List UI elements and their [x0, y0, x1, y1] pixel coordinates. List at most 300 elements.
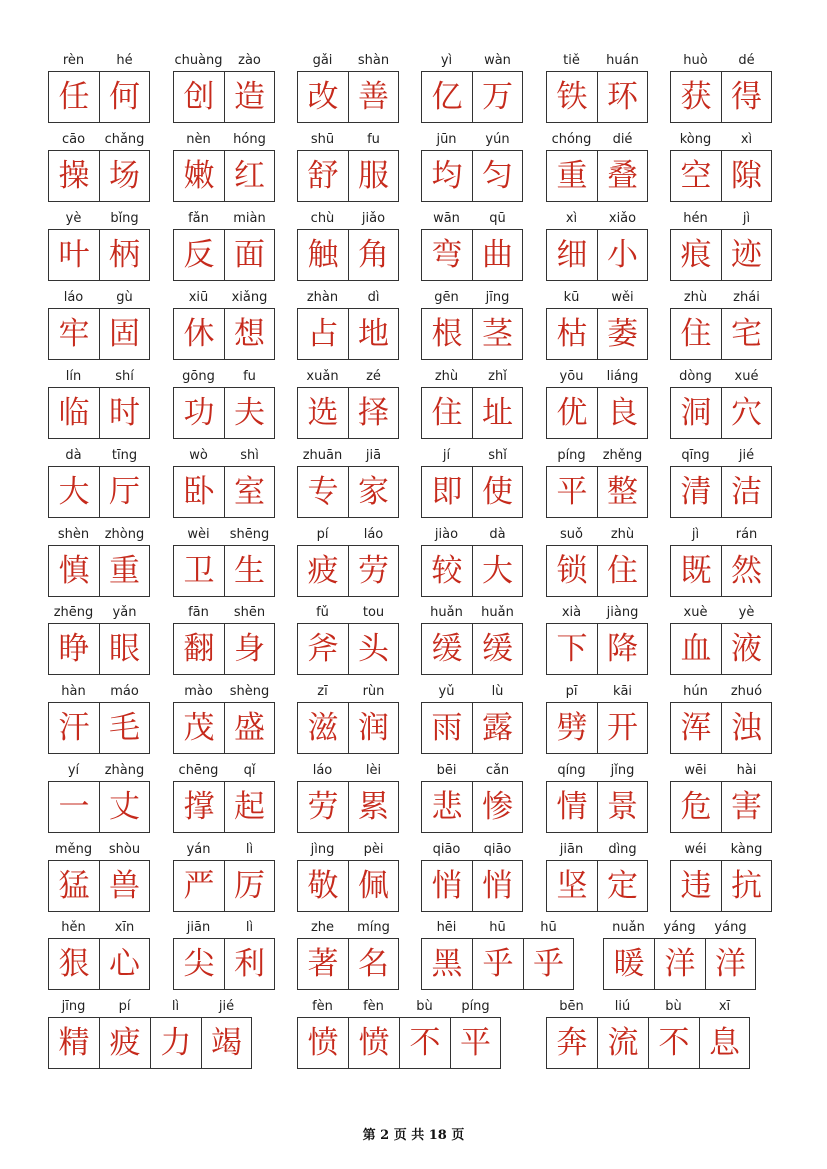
word-box	[173, 918, 275, 990]
hanzi-cell: 洁	[721, 466, 772, 518]
hanzi-cell: 缓	[472, 623, 523, 675]
word-box	[173, 761, 275, 833]
pinyin-label: píng	[557, 448, 586, 463]
word-box	[670, 682, 772, 754]
pinyin-label: hé	[116, 53, 133, 68]
hanzi-cell: 累	[348, 781, 399, 833]
hanzi-cell: 得	[721, 71, 772, 123]
pinyin-label: pí	[118, 999, 131, 1014]
pinyin-label: chóng	[551, 132, 592, 147]
hanzi-cell: 叶	[48, 229, 99, 281]
pinyin-label: hěn	[61, 920, 86, 935]
pinyin-label: hún	[683, 684, 708, 699]
word-box	[173, 367, 275, 439]
pinyin-label: yún	[485, 132, 510, 147]
hanzi-cell: 名	[348, 938, 399, 990]
hanzi-cell: 浑	[670, 702, 721, 754]
pinyin-label: bēi	[436, 763, 457, 778]
pinyin-label: yǎn	[112, 605, 137, 620]
pinyin-label: kòng	[679, 132, 712, 147]
hanzi-cell: 奔	[546, 1017, 597, 1069]
pinyin-label: láo	[63, 290, 84, 305]
word-box	[670, 209, 772, 281]
word-box	[297, 840, 399, 912]
pinyin-label: xiǎo	[608, 211, 637, 226]
hanzi-cell: 重	[99, 545, 150, 597]
hanzi-cell: 服	[348, 150, 399, 202]
word-box	[546, 840, 648, 912]
hanzi-cell: 牢	[48, 308, 99, 360]
pinyin-label: qíng	[557, 763, 586, 778]
word-box	[421, 51, 523, 123]
hanzi-cell: 尖	[173, 938, 224, 990]
pinyin-label: jiān	[559, 842, 584, 857]
pinyin-label: gù	[116, 290, 133, 305]
word-box	[173, 840, 275, 912]
pinyin-label: lù	[491, 684, 504, 699]
hanzi-cell: 场	[99, 150, 150, 202]
pinyin-label: huǎn	[481, 605, 514, 620]
page-footer: 第 2 页 共 18 页	[362, 1128, 465, 1143]
word-box	[48, 682, 150, 754]
hanzi-cell: 疲	[99, 1017, 150, 1069]
hanzi-cell: 均	[421, 150, 472, 202]
hanzi-cell: 息	[699, 1017, 750, 1069]
pinyin-label: rèn	[62, 53, 85, 68]
pinyin-label: chēng	[178, 763, 219, 778]
hanzi-cell: 危	[670, 781, 721, 833]
word-box	[546, 525, 648, 597]
pinyin-label: cǎn	[485, 763, 510, 778]
hanzi-cell: 穴	[721, 387, 772, 439]
word-box	[173, 446, 275, 518]
pinyin-label: láo	[363, 527, 384, 542]
pinyin-label: jiān	[186, 920, 211, 935]
pinyin-label: cāo	[61, 132, 86, 147]
hanzi-cell: 愤	[297, 1017, 348, 1069]
pinyin-label: hēi	[436, 920, 457, 935]
pinyin-label: yōu	[559, 369, 584, 384]
pinyin-label: máo	[110, 684, 139, 699]
hanzi-cell: 翻	[173, 623, 224, 675]
pinyin-label: lì	[245, 842, 254, 857]
hanzi-cell: 地	[348, 308, 399, 360]
hanzi-cell: 液	[721, 623, 772, 675]
pinyin-label: jí	[442, 448, 451, 463]
pinyin-label: lì	[245, 920, 254, 935]
hanzi-cell: 斧	[297, 623, 348, 675]
hanzi-cell: 址	[472, 387, 523, 439]
hanzi-cell: 面	[224, 229, 275, 281]
pinyin-label: jīng	[61, 999, 86, 1014]
hanzi-cell: 卧	[173, 466, 224, 518]
hanzi-cell: 洋	[654, 938, 705, 990]
pinyin-label: jié	[218, 999, 235, 1014]
pinyin-label: jì	[691, 527, 700, 542]
word-box	[421, 840, 523, 912]
hanzi-cell: 铁	[546, 71, 597, 123]
hanzi-cell: 浊	[721, 702, 772, 754]
hanzi-cell: 整	[597, 466, 648, 518]
word-box	[546, 682, 648, 754]
word-box	[546, 288, 648, 360]
hanzi-cell: 即	[421, 466, 472, 518]
word-box	[421, 130, 523, 202]
pinyin-label: chù	[310, 211, 335, 226]
pinyin-label: láo	[312, 763, 333, 778]
word-box	[670, 446, 772, 518]
pinyin-label: fǎn	[188, 211, 209, 226]
pinyin-label: hū	[540, 920, 557, 935]
pinyin-label: wēi	[684, 763, 707, 778]
pinyin-label: jǐng	[610, 763, 635, 778]
word-box	[48, 367, 150, 439]
pinyin-label: shàn	[357, 53, 390, 68]
hanzi-cell: 定	[597, 860, 648, 912]
pinyin-label: rùn	[362, 684, 385, 699]
hanzi-cell: 何	[99, 71, 150, 123]
pinyin-label: fǔ	[316, 605, 329, 620]
pinyin-label: bù	[665, 999, 682, 1014]
hanzi-cell: 生	[224, 545, 275, 597]
word-box	[173, 682, 275, 754]
hanzi-cell: 暖	[603, 938, 654, 990]
hanzi-cell: 力	[150, 1017, 201, 1069]
pinyin-label: zhuān	[302, 448, 343, 463]
hanzi-cell: 身	[224, 623, 275, 675]
pinyin-label: yè	[738, 605, 755, 620]
word-box	[421, 446, 523, 518]
hanzi-cell: 慎	[48, 545, 99, 597]
hanzi-cell: 迹	[721, 229, 772, 281]
pinyin-label: hén	[683, 211, 708, 226]
hanzi-cell: 宅	[721, 308, 772, 360]
hanzi-cell: 时	[99, 387, 150, 439]
pinyin-label: shì	[240, 448, 259, 463]
hanzi-cell: 竭	[201, 1017, 252, 1069]
pinyin-label: huò	[683, 53, 708, 68]
pinyin-label: kàng	[730, 842, 763, 857]
word-box	[173, 288, 275, 360]
pinyin-label: pí	[316, 527, 329, 542]
pinyin-label: kū	[563, 290, 580, 305]
pinyin-label: zhuó	[730, 684, 763, 699]
pinyin-label: dìng	[608, 842, 637, 857]
hanzi-cell: 洋	[705, 938, 756, 990]
hanzi-cell: 缓	[421, 623, 472, 675]
hanzi-cell: 精	[48, 1017, 99, 1069]
hanzi-cell: 厉	[224, 860, 275, 912]
pinyin-label: jiā	[365, 448, 382, 463]
pinyin-label: zhái	[733, 290, 760, 305]
hanzi-cell: 违	[670, 860, 721, 912]
pinyin-label: bù	[416, 999, 433, 1014]
pinyin-label: jiào	[434, 527, 459, 542]
hanzi-cell: 柄	[99, 229, 150, 281]
word-box	[421, 761, 523, 833]
word-box	[546, 603, 648, 675]
hanzi-cell: 匀	[472, 150, 523, 202]
pinyin-label: zhǐ	[488, 369, 507, 384]
hanzi-cell: 滋	[297, 702, 348, 754]
word-box	[297, 51, 399, 123]
word-box	[546, 130, 648, 202]
hanzi-cell: 任	[48, 71, 99, 123]
word-box	[670, 840, 772, 912]
hanzi-cell: 住	[670, 308, 721, 360]
hanzi-cell: 劳	[297, 781, 348, 833]
hanzi-cell: 洞	[670, 387, 721, 439]
hanzi-cell: 乎	[472, 938, 523, 990]
hanzi-cell: 小	[597, 229, 648, 281]
hanzi-cell: 开	[597, 702, 648, 754]
pinyin-label: huán	[606, 53, 639, 68]
word-box	[421, 525, 523, 597]
hanzi-cell: 敬	[297, 860, 348, 912]
hanzi-cell: 头	[348, 623, 399, 675]
word-box	[48, 761, 150, 833]
hanzi-cell: 萎	[597, 308, 648, 360]
word-box	[546, 446, 648, 518]
pinyin-label: fān	[188, 605, 209, 620]
pinyin-label: xiǎng	[231, 290, 268, 305]
hanzi-cell: 改	[297, 71, 348, 123]
pinyin-label: jìng	[310, 842, 335, 857]
word-box	[297, 446, 399, 518]
pinyin-label: fèn	[363, 999, 384, 1014]
word-box	[48, 130, 150, 202]
word-box	[670, 367, 772, 439]
hanzi-cell: 选	[297, 387, 348, 439]
pinyin-label: zhù	[434, 369, 459, 384]
word-box	[48, 997, 252, 1069]
hanzi-cell: 亿	[421, 71, 472, 123]
pinyin-label: jiàng	[606, 605, 639, 620]
hanzi-cell: 坚	[546, 860, 597, 912]
hanzi-cell: 雨	[421, 702, 472, 754]
pinyin-label: zhù	[610, 527, 635, 542]
pinyin-label: bēn	[559, 999, 584, 1014]
hanzi-cell: 嫩	[173, 150, 224, 202]
pinyin-label: rán	[735, 527, 758, 542]
pinyin-label: dà	[489, 527, 506, 542]
pinyin-label: xuè	[683, 605, 708, 620]
pinyin-label: nuǎn	[612, 920, 645, 935]
hanzi-cell: 舒	[297, 150, 348, 202]
hanzi-cell: 流	[597, 1017, 648, 1069]
pinyin-label: xī	[718, 999, 731, 1014]
word-box	[603, 918, 756, 990]
word-box	[48, 603, 150, 675]
pinyin-label: yǔ	[438, 684, 455, 699]
pinyin-label: lín	[65, 369, 82, 384]
pinyin-label: shǐ	[488, 448, 507, 463]
pinyin-label: yáng	[663, 920, 696, 935]
word-box	[48, 446, 150, 518]
pinyin-label: nèn	[186, 132, 211, 147]
hanzi-cell: 茂	[173, 702, 224, 754]
pinyin-label: tiě	[563, 53, 580, 68]
pinyin-label: xīn	[114, 920, 135, 935]
hanzi-cell: 兽	[99, 860, 150, 912]
word-box	[546, 367, 648, 439]
word-box	[421, 367, 523, 439]
word-box	[173, 51, 275, 123]
word-box	[173, 209, 275, 281]
pinyin-label: hàn	[61, 684, 86, 699]
hanzi-cell: 下	[546, 623, 597, 675]
pinyin-label: qīng	[681, 448, 710, 463]
pinyin-label: jiǎo	[361, 211, 386, 226]
hanzi-cell: 著	[297, 938, 348, 990]
word-box	[48, 918, 150, 990]
word-box	[297, 209, 399, 281]
word-box	[670, 603, 772, 675]
hanzi-cell: 惨	[472, 781, 523, 833]
hanzi-cell: 悄	[472, 860, 523, 912]
hanzi-cell: 佩	[348, 860, 399, 912]
pinyin-label: píng	[461, 999, 490, 1014]
pinyin-label: shòu	[108, 842, 141, 857]
pinyin-label: yí	[67, 763, 80, 778]
pinyin-label: qiāo	[432, 842, 461, 857]
pinyin-label: xué	[734, 369, 759, 384]
pinyin-label: wěi	[611, 290, 634, 305]
hanzi-cell: 功	[173, 387, 224, 439]
hanzi-cell: 室	[224, 466, 275, 518]
pinyin-label: hū	[489, 920, 506, 935]
hanzi-cell: 获	[670, 71, 721, 123]
pinyin-label: míng	[357, 920, 390, 935]
pinyin-label: shū	[310, 132, 335, 147]
pinyin-label: dì	[367, 290, 380, 305]
pinyin-label: wèi	[187, 527, 210, 542]
word-box	[297, 130, 399, 202]
word-box	[297, 682, 399, 754]
hanzi-cell: 心	[99, 938, 150, 990]
word-box	[297, 525, 399, 597]
hanzi-cell: 住	[597, 545, 648, 597]
pinyin-label: lì	[171, 999, 180, 1014]
pinyin-label: yáng	[714, 920, 747, 935]
hanzi-cell: 造	[224, 71, 275, 123]
hanzi-cell: 红	[224, 150, 275, 202]
word-box	[670, 288, 772, 360]
hanzi-cell: 劳	[348, 545, 399, 597]
pinyin-label: shí	[115, 369, 134, 384]
hanzi-cell: 劈	[546, 702, 597, 754]
hanzi-cell: 厅	[99, 466, 150, 518]
hanzi-cell: 卫	[173, 545, 224, 597]
word-box	[297, 288, 399, 360]
hanzi-cell: 抗	[721, 860, 772, 912]
pinyin-label: dà	[65, 448, 82, 463]
pinyin-label: hài	[736, 763, 757, 778]
hanzi-cell: 良	[597, 387, 648, 439]
hanzi-cell: 休	[173, 308, 224, 360]
pinyin-label: liáng	[606, 369, 639, 384]
pinyin-label: fu	[367, 132, 380, 147]
hanzi-cell: 痕	[670, 229, 721, 281]
hanzi-cell: 专	[297, 466, 348, 518]
pinyin-label: qiāo	[483, 842, 512, 857]
word-box	[48, 288, 150, 360]
pinyin-label: zào	[238, 53, 261, 68]
pinyin-label: zhòng	[104, 527, 145, 542]
pinyin-label: jié	[738, 448, 755, 463]
pinyin-label: qū	[489, 211, 506, 226]
pinyin-label: shèng	[229, 684, 270, 699]
word-box	[546, 209, 648, 281]
word-box	[670, 51, 772, 123]
word-box	[297, 761, 399, 833]
pinyin-label: hóng	[233, 132, 266, 147]
pinyin-label: yán	[186, 842, 211, 857]
hanzi-cell: 汗	[48, 702, 99, 754]
pinyin-label: qǐ	[243, 763, 256, 778]
hanzi-cell: 弯	[421, 229, 472, 281]
pinyin-label: pèi	[363, 842, 384, 857]
hanzi-cell: 丈	[99, 781, 150, 833]
hanzi-cell: 择	[348, 387, 399, 439]
pinyin-label: tou	[362, 605, 385, 620]
word-box	[173, 525, 275, 597]
hanzi-cell: 疲	[297, 545, 348, 597]
hanzi-cell: 悲	[421, 781, 472, 833]
hanzi-cell: 黑	[421, 938, 472, 990]
word-box	[297, 603, 399, 675]
hanzi-cell: 枯	[546, 308, 597, 360]
word-box	[297, 367, 399, 439]
pinyin-label: mào	[184, 684, 213, 699]
pinyin-label: huǎn	[430, 605, 463, 620]
hanzi-cell: 细	[546, 229, 597, 281]
pinyin-label: gǎi	[312, 53, 333, 68]
hanzi-cell: 创	[173, 71, 224, 123]
word-box	[48, 840, 150, 912]
hanzi-cell: 乎	[523, 938, 574, 990]
hanzi-cell: 使	[472, 466, 523, 518]
word-box	[546, 51, 648, 123]
word-box	[421, 918, 574, 990]
hanzi-cell: 露	[472, 702, 523, 754]
word-box	[546, 761, 648, 833]
pinyin-label: zī	[317, 684, 328, 699]
word-box	[670, 130, 772, 202]
hanzi-cell: 占	[297, 308, 348, 360]
hanzi-cell: 夫	[224, 387, 275, 439]
pinyin-label: liú	[614, 999, 631, 1014]
hanzi-cell: 景	[597, 781, 648, 833]
word-box	[297, 997, 501, 1069]
hanzi-cell: 茎	[472, 308, 523, 360]
pinyin-label: chǎng	[104, 132, 145, 147]
pinyin-label: xuǎn	[306, 369, 339, 384]
hanzi-cell: 清	[670, 466, 721, 518]
pinyin-label: dòng	[679, 369, 712, 384]
pinyin-label: jīng	[485, 290, 510, 305]
hanzi-cell: 平	[450, 1017, 501, 1069]
pinyin-label: jì	[742, 211, 751, 226]
pinyin-label: zhēng	[53, 605, 94, 620]
hanzi-cell: 悄	[421, 860, 472, 912]
pinyin-label: zhěng	[602, 448, 643, 463]
pinyin-label: wān	[433, 211, 460, 226]
hanzi-cell: 善	[348, 71, 399, 123]
pinyin-label: dié	[612, 132, 633, 147]
pinyin-label: xiū	[188, 290, 209, 305]
word-box	[48, 209, 150, 281]
